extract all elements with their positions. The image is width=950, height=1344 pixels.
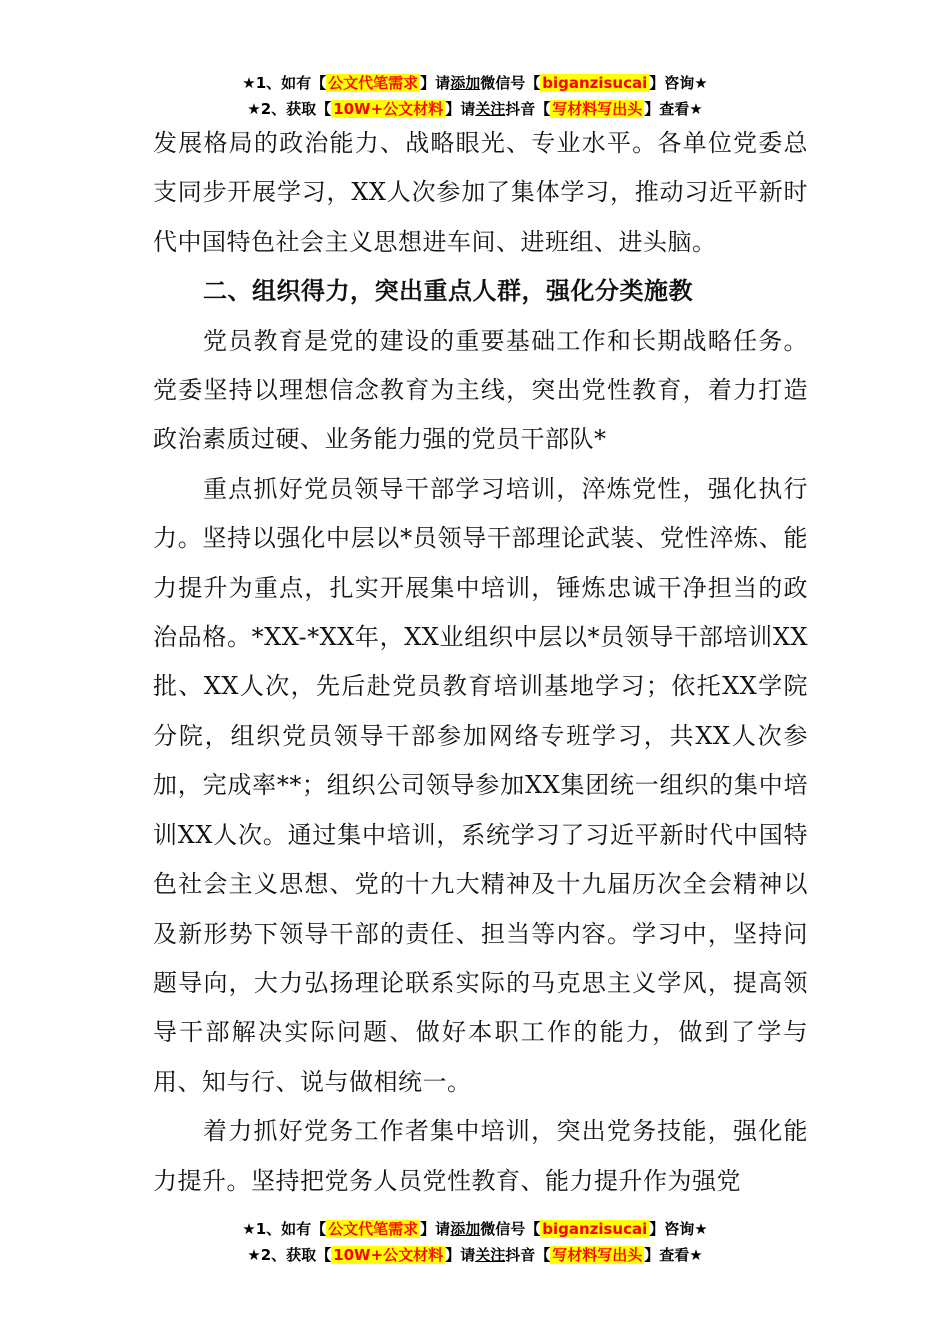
banner-text: 】咨询★	[649, 1220, 708, 1238]
banner-text: 】查看★	[644, 1246, 703, 1264]
banner-emphasis: 关注	[475, 100, 506, 118]
footer-banner	[0, 1216, 950, 1268]
banner-line-1	[0, 70, 950, 96]
paragraph: 着力抓好党务工作者集中培训，突出党务技能，强化能力提升。坚持把党务人员党性教育、能力提升作为强党	[153, 1117, 808, 1195]
banner-text: 】查看★	[644, 100, 703, 118]
banner-highlight: biganzisucai	[542, 74, 648, 92]
banner-emphasis: 添加	[450, 74, 481, 92]
banner-highlight: 公文代笔需求	[328, 74, 419, 92]
banner-line-1	[0, 1216, 950, 1242]
banner-text: 微信号【	[480, 1220, 541, 1238]
banner-text: ★1、如有【	[242, 1220, 327, 1238]
paragraph-continuation: 发展格局的政治能力、战略眼光、专业水平。各单位党委总支同步开展学习，XX人次参加了集体学习，推动习近平新时代中国特色社会主义思想进车间、进班组、进头脑。	[153, 129, 808, 256]
banner-text: ★2、获取【	[247, 100, 332, 118]
banner-highlight: 10W+公文材料	[333, 1246, 444, 1264]
banner-emphasis: 添加	[450, 1220, 481, 1238]
banner-text: 微信号【	[480, 74, 541, 92]
section-heading: 二、组织得力，突出重点人群，强化分类施教	[203, 277, 693, 306]
paragraph: 重点抓好党员领导干部学习培训，淬炼党性，强化执行力。坚持以强化中层以*员领导干部理论武装、党性淬炼、能力提升为重点，扎实开展集中培训，锤炼忠诚干净担当的政治品格。*XX-*XX年，XX业组织中层以*员领导干部培训XX批、XX人次，先后赴党员教育培训基地学习；依托XX学院分院，组织党员领导干部参加网络专班学习，共XX人次参加，完成率**；组织公司领导参加XX集团统一组织的集中培训XX人次。通过集中培训，系统学习了习近平新时代中国特色社会主义思想、党的十九大精神及十九届历次全会精神以及新形势下领导干部的责任、担当等内容。学习中，坚持问题导向，大力弘扬理论联系实际的马克思主义学风，提高领导干部解决实际问题、做好本职工作的能力，做到了学与用、知与行、说与做相统一。	[153, 474, 808, 1096]
banner-text: ★1、如有【	[242, 74, 327, 92]
banner-emphasis: 关注	[475, 1246, 506, 1264]
banner-text: ★2、获取【	[247, 1246, 332, 1264]
document-body	[153, 119, 808, 1206]
banner-highlight: 10W+公文材料	[333, 100, 444, 118]
banner-text: 】请	[420, 1220, 451, 1238]
banner-highlight: 写材料写出头	[552, 100, 643, 118]
paragraph: 党员教育是党的建设的重要基础工作和长期战略任务。党委坚持以理想信念教育为主线，突出党性教育，着力打造政治素质过硬、业务能力强的党员干部队*	[153, 326, 808, 454]
banner-highlight: 公文代笔需求	[328, 1220, 419, 1238]
banner-text: 】咨询★	[649, 74, 708, 92]
banner-text: 】请	[445, 1246, 476, 1264]
banner-text: 抖音【	[505, 1246, 551, 1264]
banner-highlight: 写材料写出头	[552, 1246, 643, 1264]
banner-text: 抖音【	[505, 100, 551, 118]
banner-text: 】请	[420, 74, 451, 92]
banner-line-2	[0, 1242, 950, 1268]
banner-highlight: biganzisucai	[542, 1220, 648, 1238]
header-banner	[0, 70, 950, 122]
banner-text: 】请	[445, 100, 476, 118]
